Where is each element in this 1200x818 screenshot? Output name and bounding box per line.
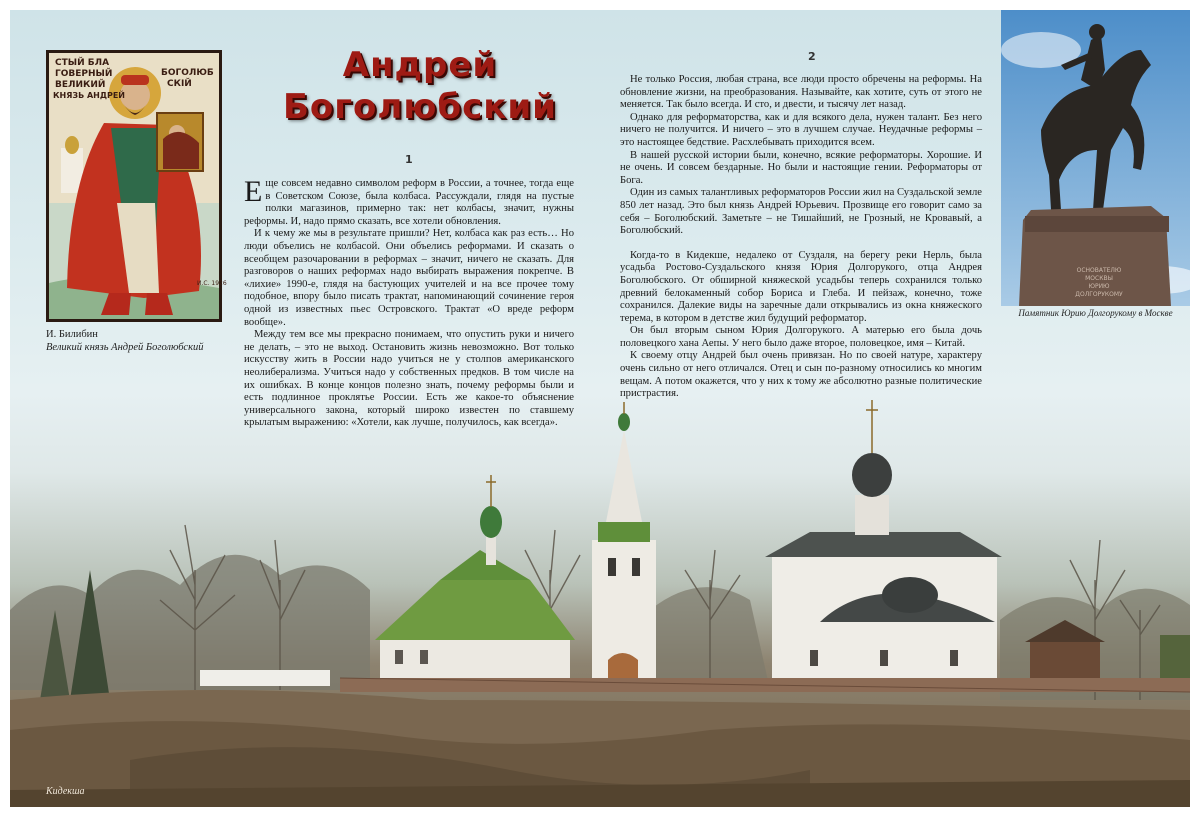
bilibin-icon-painting: [46, 50, 227, 322]
paragraph: Один из самых талантливых реформаторов России жил на Суздальской земле 850 лет назад. Это был князь Андрей Юрьевич. Прозвище его говорит само за себя – Боголюбский. Заметьте – не Тишайший, не Грозный, не Кровавый, а Боголюбский.: [620, 187, 982, 237]
paragraph: Однако для реформаторства, как и для всякого дела, нужен талант. Без него ничего не получится. И ничего – это в лучшем случае. Неудачные реформы – это настоящее бедствие. Расхлебывать приходится всем.: [620, 111, 982, 148]
paragraph: В нашей русской истории были, конечно, всякие реформаторы. Хорошие. И не очень. И совсем бездарные. Но были и настоящие гении. Реформаторы от Бога.: [620, 149, 982, 186]
paragraph: Когда-то в Кидекше, недалеко от Суздаля, на берегу реки Нерль, была усадьба Ростово-Суздальского князя Юрия Долгорукого, отца Андрея Боголюбского. От обширной княжеской усадьбы теперь сохранился только древний белокаменный собор Бориса и Глеба. И пейзаж, конечно, тоже сохранился. Далекие виды на заречные дали открывались из окна княжеского терема, в котором в детстве жил будущий реформатор.: [620, 249, 982, 324]
monument-inscription-line: ЮРИЮ: [1088, 283, 1110, 290]
right-text-column: [620, 74, 982, 401]
book-spread: [10, 10, 1190, 807]
paragraph: Не только Россия, любая страна, все люди просто обречены на реформы. На обновление жизни, на преобразования. Называйте, как хотите, суть от этого не меняется. Так было всегда. И сто, и двести, и тысячу лет назад.: [620, 74, 982, 111]
monument-inscription-line: ДОЛГОРУКОМУ: [1075, 291, 1123, 298]
left-text-column: [244, 175, 574, 430]
title-line-2: Боголюбский: [283, 87, 557, 127]
monument-photo: [1001, 10, 1190, 306]
icon-inscription-line: ГОВЕРНЫЙ: [55, 69, 113, 79]
icon-signature: И.С. 1926: [197, 280, 227, 287]
icon-caption-author: И. Билибин: [46, 329, 98, 340]
title-line-1: Андрей: [342, 45, 498, 85]
icon-caption: [46, 328, 246, 354]
page-title: [250, 44, 590, 128]
monument-inscription-line: ОСНОВАТЕЛЮ: [1076, 267, 1122, 274]
drop-cap: Е: [244, 175, 263, 208]
paragraph: К своему отцу Андрей был очень привязан. Но по своей натуре, характеру очень сильно от него отличался. Отец и сын по-разному относились ко многим вещам. А потом окажется, что у них к тому же абсолютно разные политические пристрастия.: [620, 350, 982, 400]
paragraph: Он был вторым сыном Юрия Долгорукого. А матерью его была дочь половецкого хана Аепы. У него было даже второе, половецкое, имя – Китай.: [620, 325, 982, 349]
icon-caption-title: Великий князь Андрей Боголюбский: [46, 342, 204, 353]
icon-inscription-line: СКІЙ: [167, 79, 192, 89]
monument-caption: Памятник Юрию Долгорукому в Москве: [1018, 308, 1173, 318]
section-number-2: 2: [808, 50, 816, 63]
paragraph: Между тем все мы прекрасно понимаем, что опустить руки и ничего не делать, – это не выход. Остановить жизнь невозможно. Вот только искусству жить в России надо учиться не у столпов американского неолиберализма. Учиться надо у собственных предков. В том числе на их ошибках. В конце концов полезно знать, почему реформы были и есть подлинное проклятье России. Есть же какое-то объяснение универсального закона, который широко известен по ставшему крылатым выражению: «Хотели, как лучше, получилось, как всегда».: [244, 329, 574, 429]
photo-caption: Кидекша: [46, 786, 85, 797]
section-number-1: 1: [405, 153, 413, 166]
icon-inscription-line: БОГОЛЮБ: [161, 68, 214, 78]
icon-inscription-line: СТЫЙ БЛА: [55, 58, 110, 68]
paragraph: И к чему же мы в результате пришли? Нет, колбаса как раз есть… Но люди объелись не колбасой. Они объелись реформами. И сказать о всеобщем разочаровании в реформах – значит, ничего не сказать. Для разговоров о наших реформах надо выбирать выражения покрепче. В «лихие» 1990-е, глядя на бастующих учителей и на все прочее тому подобное, впору было писать трактат, напоминающий сочинение героя одной из известных пьес Островского. Трактат «О вреде реформ вообще».: [244, 228, 574, 328]
icon-inscription-line: КНЯЗЬ АНДРЕЙ: [53, 91, 125, 100]
icon-inscription-line: ВЕЛИКИЙ: [55, 80, 106, 90]
monument-inscription-line: МОСКВЫ: [1085, 275, 1113, 282]
paragraph: Еще совсем недавно символом реформ в России, а точнее, тогда еще в Советском Союзе, была колбаса. Рассуждали, глядя на пустые полки магазинов, примерно так: нет колбасы, значит, нужны реформы. И, надо прямо сказать, все хотели обновления.: [244, 175, 574, 227]
